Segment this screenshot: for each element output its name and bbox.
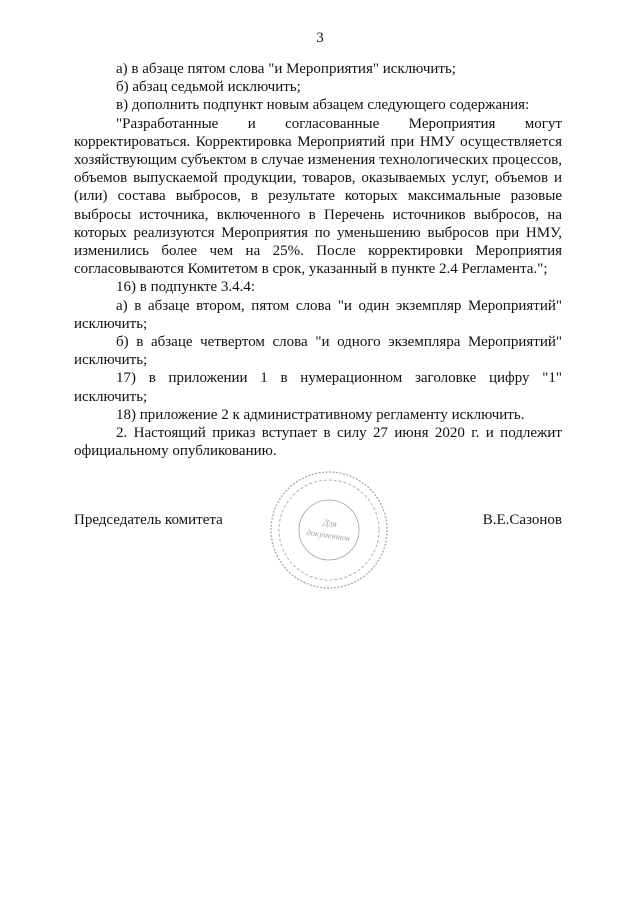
- svg-text:документов: документов: [306, 526, 351, 543]
- document-body: [74, 60, 562, 460]
- paragraph-2: б) абзац седьмой исключить;: [116, 79, 301, 96]
- paragraph-10: 2. Настоящий приказ вступает в силу 27 июня 2020 г. и подлежит официальному опубликованию.: [74, 425, 562, 460]
- page-number: 3: [316, 30, 324, 46]
- paragraph-1: а) в абзаце пятом слова "и Мероприятия" исключить;: [116, 61, 456, 77]
- paragraph-8: 17) в приложении 1 в нумерационном заголовке цифру "1" исключить;: [74, 370, 562, 405]
- paragraph-9: 18) приложение 2 к административному регламенту исключить.: [116, 406, 525, 423]
- signatory-position: Председатель комитета: [74, 512, 223, 528]
- paragraph-7: б) в абзаце четвертом слова "и одного экземпляра Мероприятий" исключить;: [74, 334, 562, 369]
- official-stamp: [267, 468, 391, 592]
- paragraph-4: "Разработанные и согласованные Мероприятия могут корректироваться. Корректировка Мероприятий при НМУ осуществляется хозяйствующим субъектом в случае изменения технологических процессов, объемов выпускаемой продукции, товаров, оказываемых услуг, объемов и (или) состава выбросов, в результате которых максимальные разовые выбросы источника, включенного в Перечень источников выбросов, на которых реализуются Мероприятия по уменьшению выбросов при НМУ, изменились более чем на 25%. После корректировки Мероприятия согласовываются Комитетом в срок, указанный в пункте 2.4 Регламента.";: [74, 115, 562, 278]
- paragraph-3: в) дополнить подпункт новым абзацем следующего содержания:: [116, 97, 530, 114]
- paragraph-5: 16) в подпункте 3.4.4:: [116, 279, 256, 296]
- svg-text:Для: Для: [322, 517, 338, 529]
- paragraph-6: а) в абзаце втором, пятом слова "и один экземпляр Мероприятий" исключить;: [74, 297, 562, 332]
- signatory-name: В.Е.Сазонов: [482, 512, 562, 528]
